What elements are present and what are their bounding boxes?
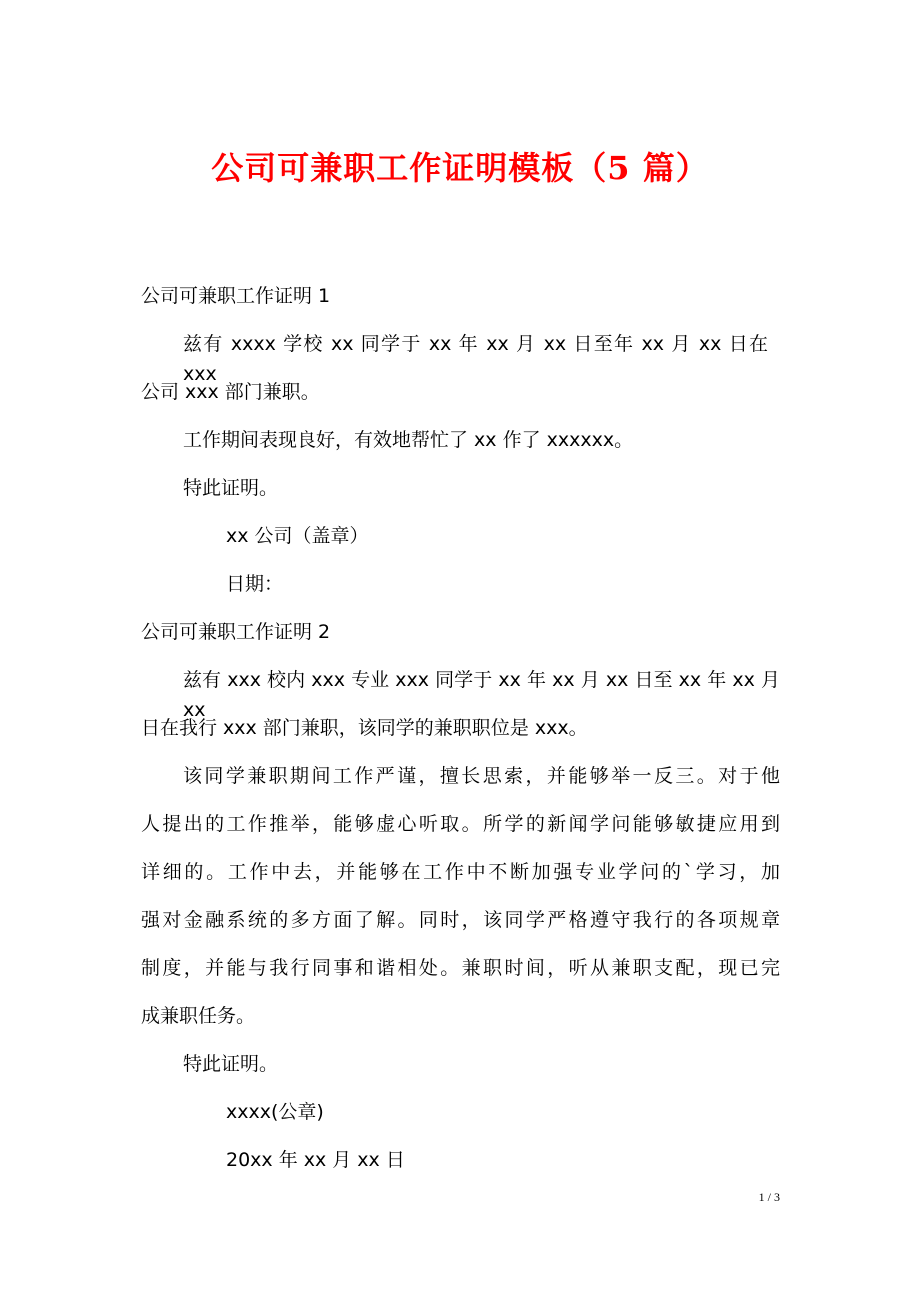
section-2-paragraph-1-line-2: 日在我行 xxx 部门兼职，该同学的兼职职位是 xxx。 xyxy=(141,717,588,739)
section-1-paragraph-2: 工作期间表现良好，有效地帮忙了 xx 作了 xxxxxx。 xyxy=(183,429,634,451)
section-2-signature: xxxx(公章) xyxy=(226,1101,324,1123)
section-1-paragraph-3: 特此证明。 xyxy=(183,477,279,499)
section-1-date: 日期： xyxy=(226,573,284,595)
document-title: 公司可兼职工作证明模板（5 篇） xyxy=(211,149,709,187)
section-2-paragraph-2-line-6: 成兼职任务。 xyxy=(141,1005,256,1027)
section-2-heading: 公司可兼职工作证明 2 xyxy=(141,621,331,643)
section-2-paragraph-1-line-1: 兹有 xxx 校内 xxx 专业 xxx 同学于 xx 年 xx 月 xx 日至 xx 年 xx 月 xx xyxy=(183,669,780,721)
section-2-date: 20xx 年 xx 月 xx 日 xyxy=(226,1149,405,1171)
section-1-paragraph-1-line-1: 兹有 xxxx 学校 xx 同学于 xx 年 xx 月 xx 日至年 xx 月 xx 日在 xxx xyxy=(183,333,768,385)
page-number: 1 / 3 xyxy=(758,1190,780,1204)
section-2-paragraph-2-line-5: 制度，并能与我行同事和谐相处。兼职时间，听从兼职支配，现已完 xyxy=(141,957,780,979)
section-2-paragraph-2-line-3: 详细的。工作中去，并能够在工作中不断加强专业学问的`学习，加 xyxy=(141,861,780,883)
section-2-paragraph-2-line-4: 强对金融系统的多方面了解。同时，该同学严格遵守我行的各项规章 xyxy=(141,909,780,931)
section-1-heading: 公司可兼职工作证明 1 xyxy=(141,285,331,307)
section-2-paragraph-2-line-1: 该同学兼职期间工作严谨，擅长思索，并能够举一反三。对于他 xyxy=(183,765,780,787)
section-1-signature: xx 公司（盖章） xyxy=(226,525,369,547)
section-1-paragraph-1-line-2: 公司 xxx 部门兼职。 xyxy=(141,381,320,403)
section-2-paragraph-2-line-2: 人提出的工作推举，能够虚心听取。所学的新闻学问能够敏捷应用到 xyxy=(141,813,780,835)
section-2-paragraph-3: 特此证明。 xyxy=(183,1053,279,1075)
